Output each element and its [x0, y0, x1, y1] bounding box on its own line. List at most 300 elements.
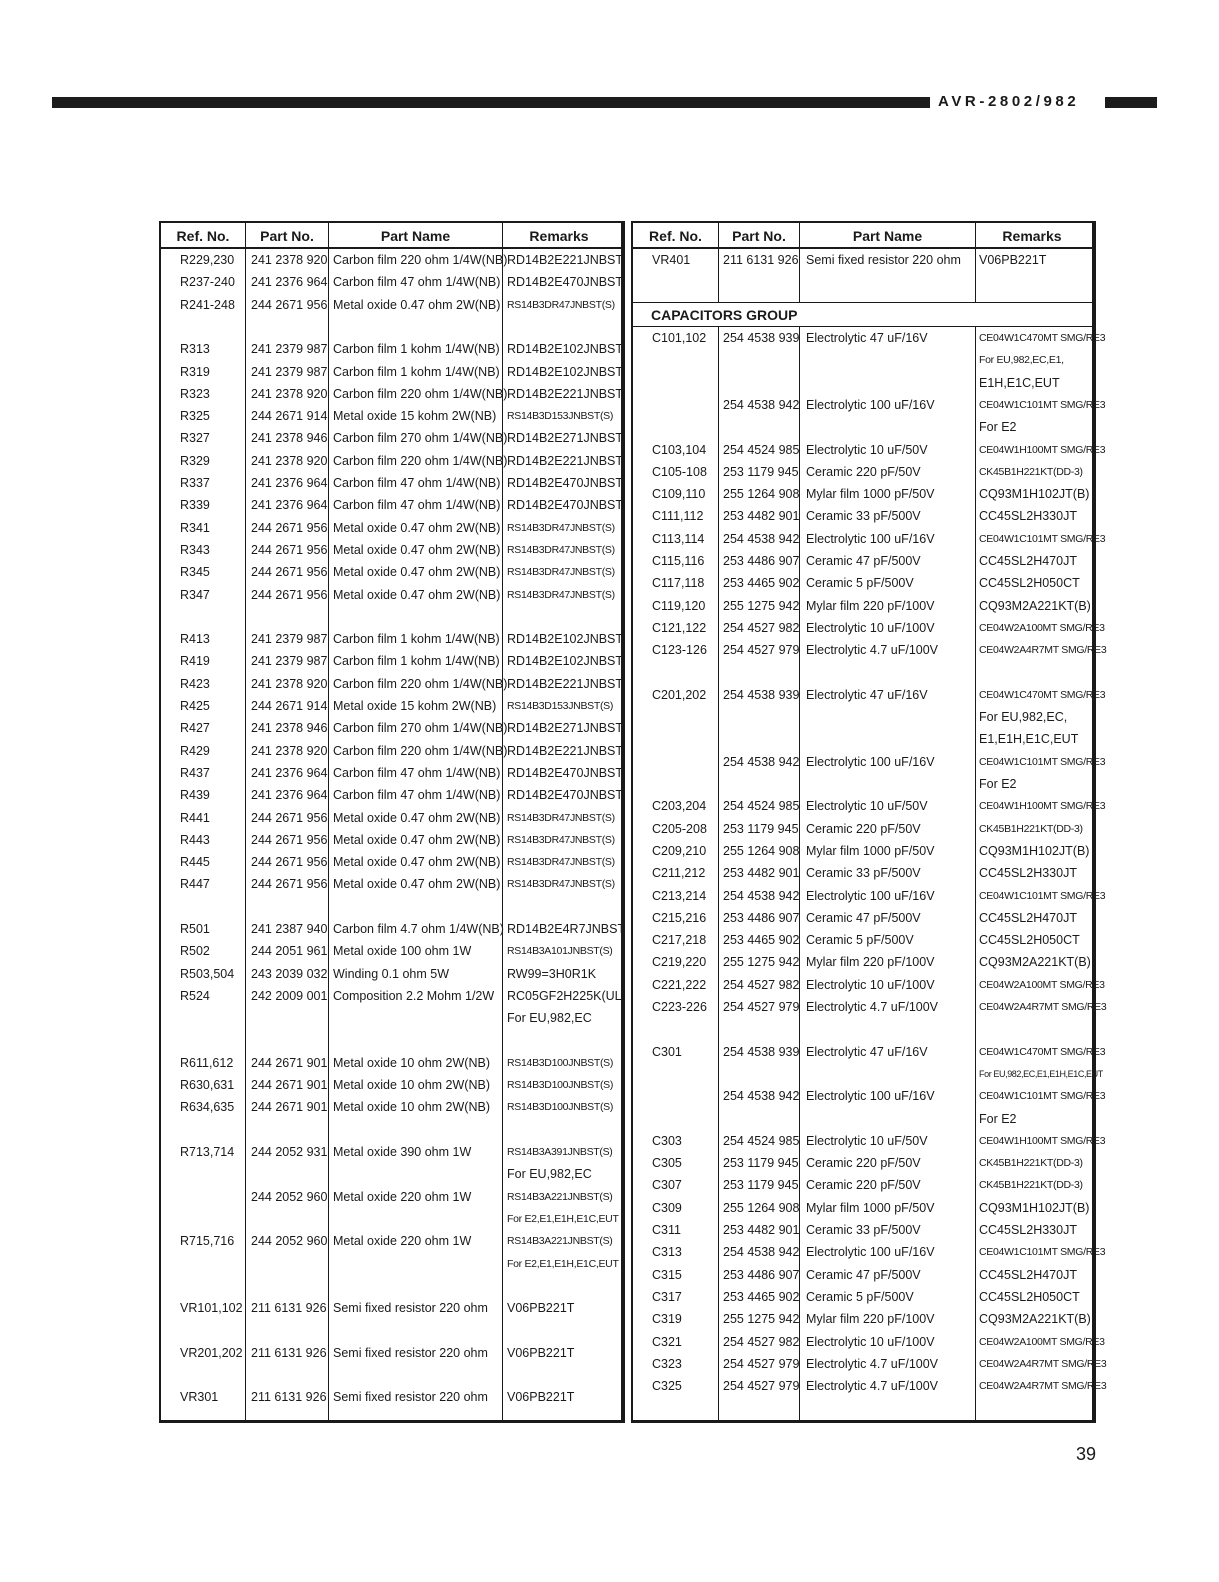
remarks-cell: RC05GF2H225K(UL)	[507, 988, 626, 1003]
ref-no-cell	[180, 1030, 244, 1052]
part-no-cell	[251, 1208, 327, 1230]
table-row	[633, 818, 1092, 840]
ref-no-cell: R329	[180, 453, 210, 468]
remarks-cell: CK45B1H221KT(DD-3)	[979, 1179, 1083, 1192]
table-row	[633, 1375, 1107, 1397]
part-no-cell: 253 1179 945	[723, 1178, 799, 1193]
part-no-cell	[251, 1119, 327, 1141]
part-name-cell: Mylar film 1000 pF/50V	[806, 487, 935, 502]
part-no-cell	[723, 706, 799, 728]
table-row	[633, 1308, 1092, 1330]
part-name-cell	[806, 773, 974, 795]
ref-no-cell: C117,118	[652, 576, 705, 591]
part-name-cell: Electrolytic 10 uF/100V	[806, 620, 935, 635]
part-no-cell: 244 2671 956	[251, 565, 328, 580]
part-no-cell: 254 4527 979	[723, 1000, 800, 1014]
part-no-cell: 255 1264 908	[723, 843, 800, 858]
part-name-cell: Composition 2.2 Mohm 1/2W	[333, 988, 495, 1003]
ref-no-cell	[652, 1018, 716, 1040]
remarks-cell: RD14B2E221JNBST	[507, 676, 624, 691]
part-no-cell	[723, 416, 799, 438]
part-name-cell: Metal oxide 100 ohm 1W	[333, 944, 472, 959]
remarks-cell	[507, 316, 617, 338]
part-no-cell: 255 1264 908	[723, 487, 800, 502]
ref-no-cell	[180, 1119, 244, 1141]
part-no-cell: 253 4482 901	[723, 1223, 800, 1237]
table-row	[633, 639, 1107, 661]
table-row	[161, 918, 626, 940]
part-no-cell	[251, 1364, 327, 1386]
part-name-cell: Metal oxide 0.47 ohm 2W(NB)	[333, 542, 501, 557]
part-name-cell	[333, 1030, 501, 1052]
remarks-cell: RD14B2E271JNBST	[507, 431, 624, 446]
part-no-cell: 244 2671 956	[251, 855, 328, 870]
resistor-parts-table	[159, 221, 625, 1423]
remarks-cell	[979, 1018, 1089, 1040]
table-row	[633, 1286, 1092, 1308]
part-name-cell: Metal oxide 0.47 ohm 2W(NB)	[333, 520, 501, 535]
table-row	[161, 606, 621, 628]
model-title: AVR-2802/982	[938, 93, 1080, 110]
part-name-cell: Metal oxide 0.47 ohm 2W(NB)	[333, 565, 501, 580]
part-name-cell: Electrolytic 4.7 uF/100V	[806, 1356, 939, 1371]
table-row	[633, 1063, 1103, 1085]
part-no-cell: 241 2379 987	[251, 654, 328, 669]
ref-no-cell	[180, 1208, 244, 1230]
remarks-cell: RD14B2E470JNBST	[507, 765, 624, 780]
remarks-cell: CE04W1C470MT SMG/RE3	[979, 332, 1106, 344]
table-row	[161, 1119, 621, 1141]
part-no-cell: 253 4465 902	[723, 933, 800, 948]
part-name-cell: Ceramic 5 pF/500V	[806, 1289, 914, 1304]
part-no-cell: 211 6131 926	[251, 1390, 327, 1405]
remarks-cell: V06PB221T	[507, 1390, 575, 1405]
table-row	[161, 271, 624, 293]
part-name-cell: Electrolytic 4.7 uF/100V	[806, 1379, 939, 1394]
part-name-cell: Electrolytic 10 uF/100V	[806, 1334, 935, 1349]
part-name-cell: Carbon film 270 ohm 1/4W(NB)	[333, 431, 508, 446]
part-name-cell: Electrolytic 10 uF/100V	[806, 977, 935, 992]
remarks-cell: CE04W1C101MT SMG/RE3	[979, 1246, 1106, 1259]
table-row	[161, 1074, 621, 1096]
ref-no-cell	[652, 1085, 716, 1107]
remarks-cell: CE04W1H100MT SMG/RE3	[979, 443, 1106, 456]
part-name-cell: Ceramic 220 pF/50V	[806, 821, 921, 836]
part-name-cell: Metal oxide 220 ohm 1W	[333, 1234, 472, 1249]
part-name-cell	[806, 1108, 974, 1130]
part-no-cell: 254 4538 942	[723, 397, 800, 412]
table-row	[161, 561, 621, 583]
part-no-cell: 241 2379 987	[251, 632, 328, 647]
remarks-cell: For EU,982,EC	[507, 1167, 592, 1182]
ref-no-cell: R502	[180, 944, 210, 959]
part-name-cell: Metal oxide 10 ohm 2W(NB)	[333, 1100, 491, 1115]
col-header-part-name: Part Name	[852, 228, 923, 244]
table-row	[633, 572, 1092, 594]
ref-no-cell	[180, 1186, 244, 1208]
part-no-cell: 244 2671 901	[251, 1078, 328, 1093]
part-name-cell	[333, 1119, 501, 1141]
remarks-cell: V06PB221T	[507, 1301, 575, 1316]
part-name-cell: Electrolytic 47 uF/16V	[806, 331, 928, 345]
part-name-cell: Carbon film 1 kohm 1/4W(NB)	[333, 632, 500, 647]
part-no-cell: 254 4527 979	[723, 643, 800, 658]
table-row	[633, 1085, 1106, 1107]
table-row	[633, 728, 1092, 750]
ref-no-cell: R447	[180, 877, 210, 892]
table-row	[161, 1342, 621, 1364]
ref-no-cell	[180, 896, 244, 918]
part-no-cell: 243 2039 032	[251, 966, 328, 981]
table-row	[161, 405, 621, 427]
ref-no-cell: R443	[180, 832, 210, 847]
ref-no-cell: C203,204	[652, 799, 707, 814]
ref-no-cell: C101,102	[652, 331, 707, 345]
table-row	[633, 929, 1092, 951]
part-no-cell: 254 4538 942	[723, 531, 800, 546]
part-no-cell: 244 2671 956	[251, 587, 328, 602]
part-name-cell: Carbon film 47 ohm 1/4W(NB)	[333, 788, 501, 803]
remarks-cell	[507, 1119, 617, 1141]
ref-no-cell: C309	[652, 1200, 682, 1215]
table-row	[161, 940, 621, 962]
ref-no-cell: R437	[180, 765, 210, 780]
part-no-cell	[723, 728, 799, 750]
part-name-cell: Carbon film 47 ohm 1/4W(NB)	[333, 476, 501, 490]
part-name-cell	[806, 662, 974, 684]
table-row	[633, 1041, 1106, 1063]
table-row	[161, 383, 624, 405]
table-row	[633, 461, 1092, 483]
remarks-cell: RD14B2E221JNBST	[507, 386, 624, 401]
remarks-cell: CC45SL2H330JT	[979, 866, 1077, 881]
remarks-cell: For E2	[979, 420, 1017, 435]
part-name-cell: Metal oxide 220 ohm 1W	[333, 1189, 472, 1204]
part-name-cell	[333, 1208, 501, 1230]
part-no-cell	[251, 1007, 327, 1029]
part-name-cell: Carbon film 220 ohm 1/4W(NB)	[333, 676, 508, 691]
part-no-cell: 253 1179 945	[723, 464, 799, 479]
remarks-cell: RS14B3DR47JNBST(S)	[507, 588, 615, 601]
part-name-cell: Metal oxide 10 ohm 2W(NB)	[333, 1078, 491, 1093]
part-no-cell	[251, 606, 327, 628]
table-row	[161, 807, 621, 829]
part-no-cell: 254 4538 939	[723, 331, 800, 345]
part-no-cell: 244 2052 960	[251, 1234, 328, 1249]
part-name-cell: Ceramic 47 pF/500V	[806, 1267, 921, 1282]
remarks-cell: RS14B3DR47JNBST(S)	[507, 566, 615, 579]
part-name-cell: Electrolytic 100 uF/16V	[806, 397, 935, 412]
table-row	[633, 416, 1092, 438]
remarks-cell: CQ93M1H102JT(B)	[979, 843, 1090, 858]
part-no-cell	[723, 1063, 799, 1085]
part-no-cell: 253 4486 907	[723, 910, 800, 925]
ref-no-cell: R713,714	[180, 1145, 235, 1159]
ref-no-cell: R339	[180, 498, 210, 513]
remarks-cell: For E2	[979, 777, 1017, 791]
part-no-cell	[251, 1030, 327, 1052]
part-no-cell: 253 4465 902	[723, 1289, 800, 1304]
part-name-cell: Ceramic 220 pF/50V	[806, 1156, 921, 1171]
ref-no-cell: R425	[180, 699, 210, 713]
ref-no-cell: R501	[180, 922, 210, 936]
table-row	[161, 1208, 621, 1230]
ref-no-cell: R445	[180, 855, 210, 870]
remarks-cell: RS14B3DR47JNBST(S)	[507, 811, 615, 824]
table-row	[633, 439, 1106, 461]
table-row	[161, 316, 621, 338]
part-no-cell: 242 2009 001	[251, 988, 328, 1003]
part-name-cell	[806, 349, 974, 371]
part-name-cell	[333, 316, 501, 338]
part-name-cell	[806, 1018, 974, 1040]
remarks-cell: CC45SL2H470JT	[979, 910, 1077, 925]
table-row	[633, 528, 1106, 550]
part-no-cell: 254 4524 985	[723, 1133, 800, 1148]
remarks-cell: RS14B3DR47JNBST(S)	[507, 833, 615, 846]
table-row	[633, 1018, 1092, 1040]
ref-no-cell: C119,120	[652, 598, 706, 613]
remarks-cell: CQ93M2A221KT(B)	[979, 1312, 1091, 1327]
ref-no-cell: C221,222	[652, 977, 707, 992]
part-name-cell: Electrolytic 100 uF/16V	[806, 1245, 935, 1260]
table-row	[161, 851, 621, 873]
ref-no-cell: C111,112	[652, 509, 704, 524]
part-no-cell: 211 6131 926	[251, 1301, 327, 1316]
table-row	[161, 294, 621, 316]
ref-no-cell: VR201,202	[180, 1345, 243, 1360]
ref-no-cell: R630,631	[180, 1078, 235, 1093]
capacitor-parts-table	[631, 221, 1107, 1423]
part-no-cell: 253 1179 945	[723, 1156, 799, 1171]
part-no-cell: 254 4538 942	[723, 888, 800, 903]
remarks-cell: CE04W1C101MT SMG/RE3	[979, 1090, 1106, 1103]
part-no-cell: 253 4482 901	[723, 866, 800, 881]
remarks-cell: RD14B2E470JNBST	[507, 476, 624, 490]
ref-no-cell: C301	[652, 1044, 682, 1059]
table-row	[161, 1141, 621, 1163]
table-row	[161, 963, 621, 985]
table-row	[633, 595, 1092, 617]
part-no-cell: 254 4527 979	[723, 1356, 800, 1371]
part-name-cell: Metal oxide 0.47 ohm 2W(NB)	[333, 877, 501, 892]
remarks-cell: CE04W2A4R7MT SMG/RE3	[979, 1380, 1107, 1393]
remarks-cell: CE04W2A4R7MT SMG/RE3	[979, 1001, 1107, 1013]
part-no-cell: 254 4538 942	[723, 754, 800, 769]
ref-no-cell	[652, 728, 716, 750]
table-row	[161, 985, 626, 1007]
ref-no-cell: VR401	[652, 253, 691, 267]
remarks-cell	[507, 1030, 617, 1052]
ref-no-cell	[180, 1319, 244, 1341]
part-name-cell: Semi fixed resistor 220 ohm	[333, 1301, 488, 1316]
remarks-cell: CE04W2A4R7MT SMG/RE3	[979, 1357, 1107, 1370]
part-name-cell: Metal oxide 0.47 ohm 2W(NB)	[333, 297, 501, 312]
ref-no-cell: R347	[180, 587, 210, 602]
part-no-cell: 254 4524 985	[723, 442, 800, 457]
part-name-cell: Carbon film 1 kohm 1/4W(NB)	[333, 364, 500, 379]
remarks-cell: CE04W1C101MT SMG/RE3	[979, 398, 1106, 411]
ref-no-cell: C209,210	[652, 843, 707, 858]
table-row	[633, 505, 1092, 527]
table-row	[633, 1152, 1092, 1174]
remarks-cell: RD14B2E102JNBST	[507, 632, 624, 647]
table-row	[633, 1353, 1107, 1375]
part-no-cell: 241 2379 987	[251, 364, 328, 379]
ref-no-cell	[652, 1108, 716, 1130]
remarks-cell: RS14B3D100JNBST(S)	[507, 1056, 614, 1069]
table-row	[633, 862, 1092, 884]
ref-no-cell: C121,122	[652, 620, 707, 635]
table-row	[161, 427, 624, 449]
ref-no-cell: C201,202	[652, 687, 707, 702]
part-name-cell: Mylar film 220 pF/100V	[806, 955, 935, 970]
ref-no-cell: R611,612	[180, 1055, 234, 1070]
remarks-cell: For EU,982,EC	[507, 1011, 592, 1026]
part-name-cell: Metal oxide 0.47 ohm 2W(NB)	[333, 832, 501, 847]
part-no-cell: 241 2376 964	[251, 765, 328, 780]
table-row	[161, 1319, 621, 1341]
part-no-cell: 253 4486 907	[723, 1267, 800, 1282]
ref-no-cell: C115,116	[652, 554, 705, 568]
remarks-cell: CC45SL2H470JT	[979, 1267, 1077, 1282]
ref-no-cell: C307	[652, 1178, 682, 1193]
table-row	[633, 1219, 1092, 1241]
remarks-cell: CQ93M1H102JT(B)	[979, 1200, 1090, 1215]
remarks-cell	[507, 1319, 617, 1341]
part-no-cell: 254 4538 942	[723, 1245, 800, 1260]
table-row	[633, 1108, 1092, 1130]
part-name-cell: Ceramic 220 pF/50V	[806, 1178, 921, 1193]
part-no-cell: 241 2379 987	[251, 342, 328, 357]
remarks-cell: V06PB221T	[979, 253, 1047, 267]
remarks-cell: RD14B2E4R7JNBST	[507, 922, 626, 936]
remarks-cell: RS14B3DR47JNBST(S)	[507, 521, 615, 534]
part-no-cell: 241 2378 920	[251, 676, 328, 691]
table-row	[161, 1275, 621, 1297]
ref-no-cell: R345	[180, 565, 210, 580]
ref-no-cell: C215,216	[652, 910, 707, 925]
part-no-cell: 254 4527 982	[723, 977, 800, 992]
part-no-cell: 254 4527 982	[723, 1334, 800, 1349]
table-row	[161, 717, 624, 739]
part-name-cell: Ceramic 33 pF/500V	[806, 509, 921, 524]
part-no-cell: 254 4538 939	[723, 1044, 800, 1059]
ref-no-cell: R325	[180, 409, 210, 424]
ref-no-cell: C311	[652, 1223, 681, 1237]
part-no-cell: 244 2671 956	[251, 520, 328, 535]
table-row	[161, 1052, 621, 1074]
table-row	[633, 372, 1092, 394]
part-no-cell: 244 2671 914	[251, 409, 328, 424]
part-no-cell	[723, 1108, 799, 1130]
table-row	[633, 951, 1092, 973]
remarks-cell: RS14B3D153JNBST(S)	[507, 410, 614, 423]
remarks-cell: CQ93M2A221KT(B)	[979, 598, 1091, 613]
ref-no-cell	[652, 416, 716, 438]
remarks-cell: RD14B2E470JNBST	[507, 275, 624, 290]
remarks-cell: RD14B2E102JNBST	[507, 342, 624, 357]
ref-no-cell: R503,504	[180, 966, 235, 981]
ref-no-cell	[652, 394, 716, 416]
remarks-cell: RS14B3D153JNBST(S)	[507, 700, 614, 712]
ref-no-cell: C321	[652, 1334, 682, 1349]
part-name-cell	[333, 1275, 501, 1297]
table-row	[633, 1264, 1092, 1286]
part-no-cell	[723, 372, 799, 394]
ref-no-cell: C205-208	[652, 821, 707, 836]
remarks-cell: CC45SL2H050CT	[979, 933, 1080, 948]
remarks-cell: RD14B2E102JNBST	[507, 364, 624, 379]
part-name-cell: Winding 0.1 ohm 5W	[333, 966, 450, 981]
ref-no-cell	[180, 1163, 244, 1185]
part-name-cell: Metal oxide 0.47 ohm 2W(NB)	[333, 855, 501, 870]
remarks-cell	[507, 896, 617, 918]
part-name-cell: Electrolytic 47 uF/16V	[806, 1044, 928, 1059]
ref-no-cell: VR301	[180, 1390, 219, 1405]
remarks-cell: RS14B3DR47JNBST(S)	[507, 543, 615, 556]
ref-no-cell: R319	[180, 364, 210, 379]
part-no-cell: 241 2387 940	[251, 922, 328, 936]
part-name-cell: Metal oxide 15 kohm 2W(NB)	[333, 699, 497, 713]
ref-no-cell: R327	[180, 431, 210, 446]
table-row	[161, 762, 624, 784]
table-row	[161, 1030, 621, 1052]
table-row	[633, 1130, 1106, 1152]
ref-no-cell	[652, 662, 716, 684]
remarks-cell: E1H,E1C,EUT	[979, 375, 1060, 390]
ref-no-cell: C223-226	[652, 1000, 707, 1014]
ref-no-cell: R241-248	[180, 297, 235, 312]
table-row	[161, 873, 621, 895]
part-name-cell	[333, 896, 501, 918]
part-no-cell: 211 6131 926	[723, 253, 799, 267]
table-row	[161, 650, 624, 672]
table-row	[633, 550, 1092, 572]
table-row	[633, 751, 1106, 773]
part-name-cell: Semi fixed resistor 220 ohm	[333, 1390, 488, 1405]
part-name-cell: Metal oxide 10 ohm 2W(NB)	[333, 1055, 491, 1070]
ref-no-cell: C211,212	[652, 866, 706, 881]
remarks-cell: For E2	[979, 1111, 1017, 1126]
ref-no-cell: R419	[180, 654, 210, 669]
remarks-cell: E1,E1H,E1C,EUT	[979, 732, 1079, 747]
table-row	[633, 394, 1106, 416]
remarks-cell: RD14B2E221JNBST	[507, 253, 624, 267]
part-name-cell	[806, 1063, 974, 1085]
ref-no-cell: C317	[652, 1289, 682, 1304]
table-row	[633, 840, 1092, 862]
table-row	[633, 483, 1092, 505]
ref-no-cell	[652, 349, 716, 371]
ref-no-cell: R323	[180, 386, 210, 401]
table-row	[633, 907, 1092, 929]
part-no-cell: 244 2671 914	[251, 699, 328, 713]
header-rule-left	[52, 97, 930, 108]
part-name-cell: Metal oxide 390 ohm 1W	[333, 1145, 472, 1159]
ref-no-cell	[180, 1275, 244, 1297]
ref-no-cell: R337	[180, 476, 210, 490]
part-name-cell: Electrolytic 100 uF/16V	[806, 1089, 935, 1104]
part-name-cell: Metal oxide 0.47 ohm 2W(NB)	[333, 587, 501, 602]
part-no-cell	[723, 1018, 799, 1040]
table-row	[161, 338, 624, 360]
part-no-cell: 241 2376 964	[251, 476, 328, 490]
part-no-cell: 241 2378 920	[251, 253, 328, 267]
part-name-cell	[333, 606, 501, 628]
remarks-cell: CQ93M2A221KT(B)	[979, 955, 1091, 970]
table-row	[161, 517, 621, 539]
